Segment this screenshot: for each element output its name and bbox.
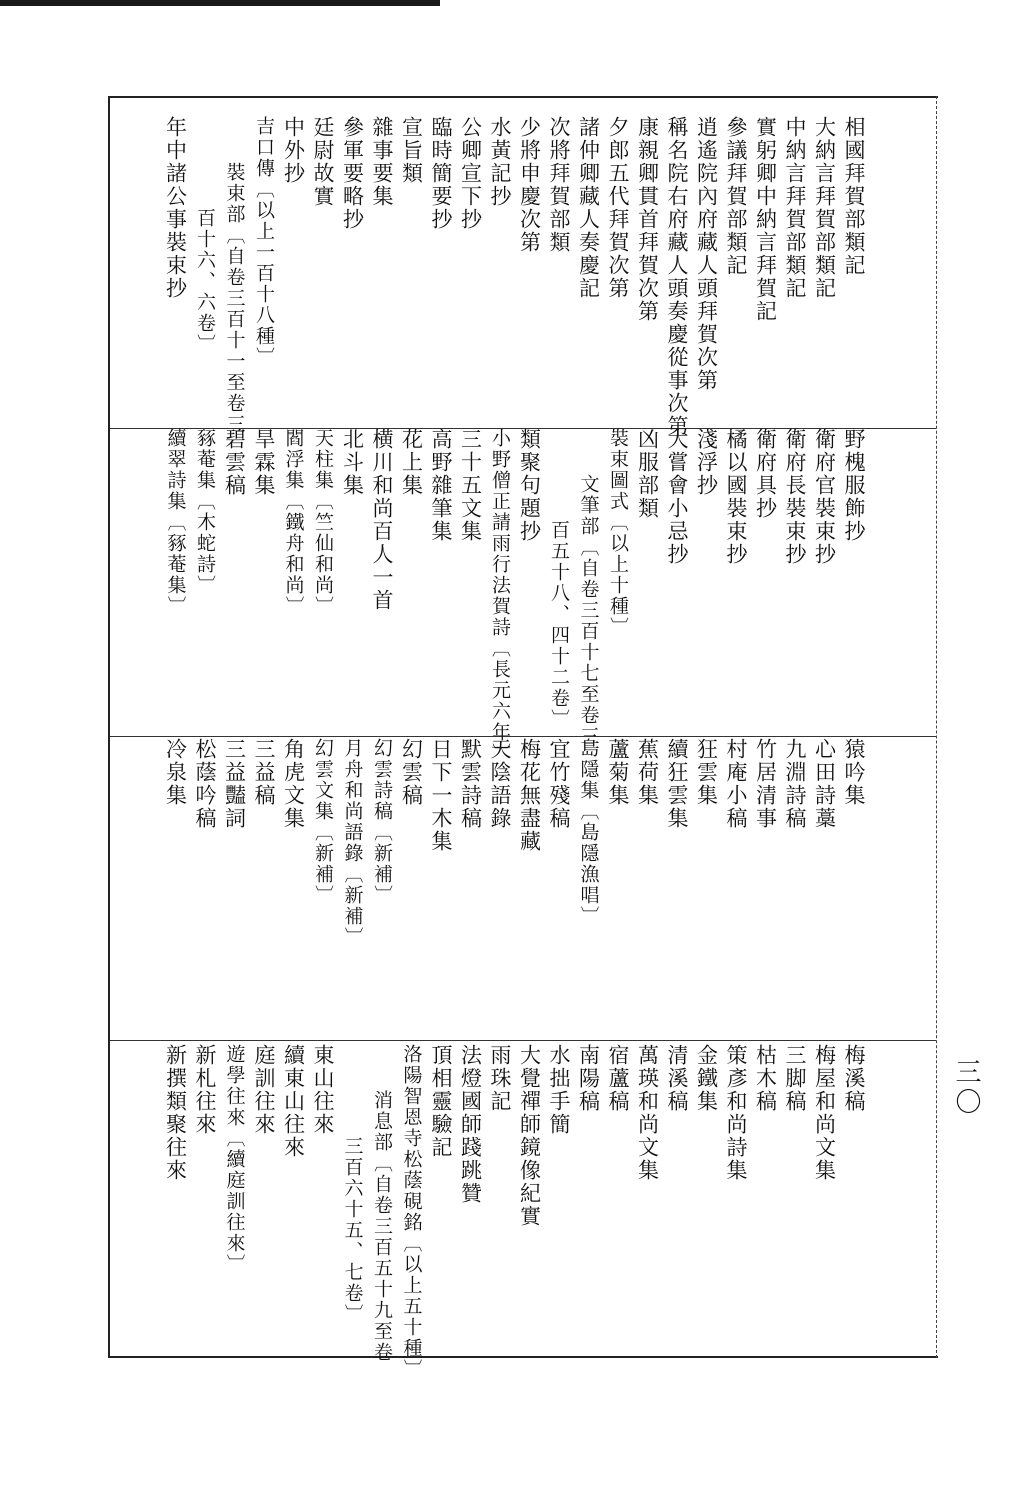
catalog-entry: 三百六十五、七卷〕 (341, 1136, 364, 1325)
catalog-entry: 村庵小稿 (724, 738, 748, 830)
catalog-entry: 宿蘆稿 (606, 1044, 630, 1113)
catalog-entry: 心田詩藁 (812, 738, 837, 830)
catalog-entry: 碧雲稿 (222, 428, 247, 497)
catalog-entry: 小野僧正請雨行法賀詩〔長元六年〕 (489, 428, 511, 764)
catalog-entry: 類聚句題抄 (517, 428, 542, 543)
catalog-entry: 洛陽智恩寺松蔭硯銘〔以上五十種〕 (400, 1044, 423, 1380)
catalog-entry: 蕉荷集 (635, 738, 660, 807)
catalog-entry: 默雲詩稿 (458, 738, 483, 830)
catalog-entry: 諸仲卿藏人奏慶記 (576, 116, 601, 300)
catalog-entry: 雜事要集 (370, 116, 394, 208)
catalog-entry: 中外抄 (281, 116, 306, 185)
section-divider (110, 736, 936, 737)
page-frame-right-edge (936, 96, 939, 1358)
catalog-entry: 大納言拜賀部類記 (812, 116, 837, 300)
catalog-entry: 裝束部〔自卷三百十一至卷三 (223, 162, 246, 435)
catalog-entry: 大覺禪師鏡像紀實 (517, 1044, 542, 1228)
top-rule (0, 0, 440, 6)
catalog-entry: 實躬卿中納言拜賀記 (753, 116, 778, 323)
catalog-entry: 百十六、六卷〕 (194, 208, 216, 355)
catalog-entry: 旱霖集 (252, 428, 276, 497)
catalog-entry: 衛府官裝束抄 (812, 428, 837, 566)
section-divider (110, 1040, 936, 1041)
catalog-entry: 稱名院右府藏人頭奏慶從事次第 (665, 116, 689, 438)
catalog-entry: 東山往來 (311, 1044, 335, 1136)
catalog-entry: 新撰類聚往來 (163, 1044, 188, 1182)
catalog-entry: 衛府長裝束抄 (783, 428, 807, 566)
catalog-entry: 枯木稿 (753, 1044, 778, 1113)
catalog-entry: 金鐵集 (694, 1044, 719, 1113)
catalog-entry: 三益稿 (252, 738, 276, 807)
catalog-entry: 南陽稿 (576, 1044, 601, 1113)
page-number: 三〇 (951, 1058, 981, 1118)
catalog-entry: 竹居清事 (753, 738, 778, 830)
catalog-entry: 衛府具抄 (753, 428, 778, 520)
catalog-entry: 裝束圖式〔以上十種〕 (607, 428, 629, 638)
catalog-entry: 幻雲文集〔新補〕 (312, 738, 334, 906)
catalog-entry: 野槐服飾抄 (842, 428, 866, 543)
catalog-entry: 吉口傳〔以上一百十八種〕 (253, 116, 275, 368)
catalog-entry: 日下一木集 (429, 738, 453, 853)
catalog-entry: 雨珠記 (488, 1044, 512, 1113)
catalog-entry: 中納言拜賀部類記 (783, 116, 807, 300)
catalog-entry: 島隱集〔島隱漁唱〕 (577, 738, 600, 927)
catalog-entry: 百五十八、四十二卷〕 (548, 520, 570, 730)
catalog-entry: 宜竹殘稿 (547, 738, 571, 830)
catalog-entry: 冷泉集 (163, 738, 188, 807)
catalog-entry: 梅花無盡藏 (517, 738, 542, 853)
catalog-entry: 庭訓往來 (252, 1044, 276, 1136)
catalog-entry: 文筆部〔自卷三百十七至卷三 (577, 474, 600, 747)
catalog-entry: 月舟和尚語錄〔新補〕 (341, 738, 364, 948)
catalog-entry: 年中諸公事裝束抄 (163, 116, 188, 300)
catalog-entry: 淺浮抄 (694, 428, 719, 497)
catalog-entry: 康親卿貫首拜賀次第 (635, 116, 660, 323)
catalog-entry: 閻浮集〔鐵舟和尚〕 (282, 428, 305, 617)
catalog-entry: 續翠詩集〔豩菴集〕 (164, 428, 187, 617)
catalog-entry: 幻雲稿 (399, 738, 424, 807)
catalog-entry: 横川和尚百人一首 (370, 428, 394, 612)
catalog-entry: 逍遙院內府藏人頭拜賀次第 (694, 116, 719, 392)
catalog-entry: 廷尉故實 (311, 116, 335, 208)
catalog-entry: 大嘗會小忌抄 (665, 428, 689, 566)
catalog-entry: 凶服部類 (635, 428, 660, 520)
catalog-entry: 九淵詩稿 (783, 738, 807, 830)
catalog-entry: 法燈國師踐跳贊 (458, 1044, 483, 1205)
catalog-entry: 猿吟集 (842, 738, 866, 807)
catalog-entry: 蘆菊集 (606, 738, 630, 807)
catalog-entry: 三益豔詞 (222, 738, 247, 830)
catalog-entry: 豩菴集〔木蛇詩〕 (194, 428, 216, 596)
catalog-entry: 狂雲集 (694, 738, 719, 807)
catalog-entry: 角虎文集 (281, 738, 306, 830)
catalog-entry: 遊學往來〔續庭訓往來〕 (223, 1044, 246, 1275)
catalog-entry: 少將申慶次第 (517, 116, 542, 254)
catalog-entry: 頂相靈驗記 (429, 1044, 453, 1159)
catalog-entry: 續東山往來 (281, 1044, 306, 1159)
catalog-entry: 清溪稿 (665, 1044, 689, 1113)
catalog-entry: 天柱集〔竺仙和尚〕 (312, 428, 334, 617)
catalog-entry: 三十五文集 (458, 428, 483, 543)
catalog-entry: 次將拜賀部類 (547, 116, 571, 254)
catalog-entry: 臨時簡要抄 (429, 116, 453, 231)
catalog-entry: 三脚稿 (783, 1044, 807, 1113)
catalog-entry: 高野雜筆集 (429, 428, 453, 543)
catalog-entry: 花上集 (399, 428, 424, 497)
catalog-entry: 公卿宣下抄 (458, 116, 483, 231)
catalog-entry: 新札往來 (193, 1044, 217, 1136)
catalog-entry: 幻雲詩稿〔新補〕 (371, 738, 393, 906)
catalog-entry: 策彥和尚詩集 (724, 1044, 748, 1182)
catalog-entry: 梅溪稿 (842, 1044, 866, 1113)
catalog-entry: 相國拜賀部類記 (842, 116, 866, 277)
catalog-entry: 萬瑛和尚文集 (635, 1044, 660, 1182)
catalog-entry: 參軍要略抄 (340, 116, 365, 231)
catalog-entry: 水黃記抄 (488, 116, 512, 208)
catalog-entry: 參議拜賀部類記 (724, 116, 748, 277)
catalog-entry: 消息部〔自卷三百五十九至卷 (371, 1090, 393, 1363)
catalog-entry: 夕郎五代拜賀次第 (606, 116, 630, 300)
catalog-entry: 續狂雲集 (665, 738, 689, 830)
catalog-entry: 水拙手簡 (547, 1044, 571, 1136)
catalog-entry: 松蔭吟稿 (193, 738, 217, 830)
catalog-entry: 天陰語錄 (488, 738, 512, 830)
catalog-entry: 梅屋和尚文集 (812, 1044, 837, 1182)
catalog-entry: 宣旨類 (399, 116, 424, 185)
catalog-entry: 北斗集 (340, 428, 365, 497)
catalog-entry: 橘以國裝束抄 (724, 428, 748, 566)
